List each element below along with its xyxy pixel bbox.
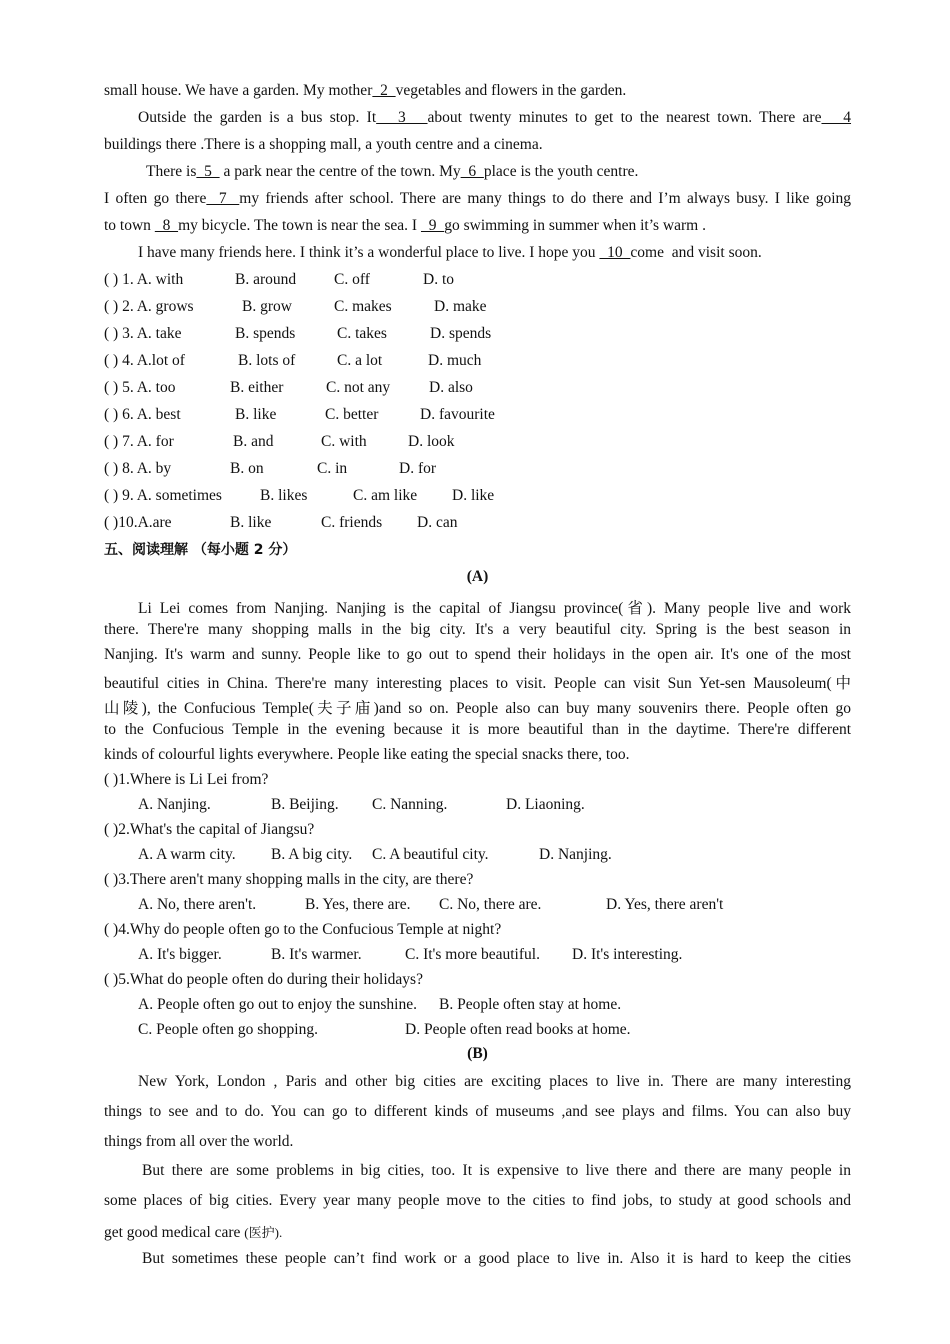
cloze-question: ( ) 8. A. by B. on C. in D. for	[104, 460, 437, 477]
reading-question: ( )5.What do people often do during their holidays?	[104, 971, 423, 988]
passage-b-line: some places of big cities. Every year many people move to the cities to find jobs, to study at good schools and	[104, 1192, 851, 1209]
reading-question: ( )2.What's the capital of Jiangsu?	[104, 821, 315, 838]
passage-b-line: things to see and to do. You can go to different kinds of museums ,and see plays and films. You can also buy	[104, 1103, 851, 1120]
passage-b-line: But sometimes these people can’t find work or a good place to live in. Also it is hard to keep the cities	[142, 1250, 851, 1267]
passage-b-line: things from all over the world.	[104, 1133, 294, 1150]
passage-b-line: get good medical care (医护).	[104, 1224, 283, 1241]
cloze-question: ( ) 5. A. too B. either C. not any D. also	[104, 379, 473, 396]
cloze-line-6: to town 8 my bicycle. The town is near the sea. I 9 go swimming in summer when it’s warm .	[104, 217, 706, 234]
reading-options: C. People often go shopping. D. People often read books at home.	[138, 1021, 631, 1038]
cloze-line-7: I have many friends here. I think it’s a wonderful place to live. I hope you 10 come and visit soon.	[138, 244, 762, 261]
passage-b-line: New York, London , Paris and other big cities are exciting places to live in. There are many interesting	[138, 1073, 851, 1090]
cloze-question: ( ) 1. A. with B. around C. off D. to	[104, 271, 454, 288]
reading-question: ( )3.There aren't many shopping malls in the city, are there?	[104, 871, 474, 888]
passage-a-line: Li Lei comes from Nanjing. Nanjing is the capital of Jiangsu province(省). Many people live and work	[138, 600, 851, 617]
cloze-line-1: small house. We have a garden. My mother 2 vegetables and flowers in the garden.	[104, 82, 627, 99]
passage-a-line: there. There're many shopping malls in the big city. It's a very beautiful city. Spring is the best season in	[104, 621, 851, 638]
reading-options: A. It's bigger. B. It's warmer. C. It's more beautiful. D. It's interesting.	[138, 946, 683, 963]
cloze-line-3: buildings there .There is a shopping mall, a youth centre and a cinema.	[104, 136, 543, 153]
passage-a-label: (A)	[466, 568, 489, 585]
passage-a-line: kinds of colourful lights everywhere. People like eating the special snacks there, too.	[104, 746, 630, 763]
reading-question: ( )1.Where is Li Lei from?	[104, 771, 269, 788]
cloze-line-4: There is 5 a park near the centre of the town. My 6 place is the youth centre.	[146, 163, 639, 180]
passage-b-line: But there are some problems in big cities, too. It is expensive to live there and there are many people in	[142, 1162, 851, 1179]
cloze-question: ( ) 3. A. take B. spends C. takes D. spends	[104, 325, 492, 342]
reading-question: ( )4.Why do people often go to the Confucious Temple at night?	[104, 921, 502, 938]
cloze-question: ( )10.A.are B. like C. friends D. can	[104, 514, 458, 531]
passage-a-line: Nanjing. It's warm and sunny. People like to go out to spend their holidays in the open air. It's one of the most	[104, 646, 851, 663]
cloze-line-2: Outside the garden is a bus stop. It 3 about twenty minutes to get to the nearest town. There are 4	[138, 109, 852, 126]
passage-a-line: to the Confucious Temple in the evening because it is more beautiful than in the daytime. There're different	[104, 721, 851, 738]
passage-a-line: beautiful cities in China. There're many interesting places to visit. People can visit Sun Yet-sen Mausoleum(中	[104, 675, 851, 692]
cloze-question: ( ) 9. A. sometimes B. likes C. am like D. like	[104, 487, 495, 504]
reading-options: A. Nanjing. B. Beijing. C. Nanning. D. Liaoning.	[138, 796, 585, 813]
reading-options: A. No, there aren't. B. Yes, there are. C. No, there are. D. Yes, there aren't	[138, 896, 724, 913]
cloze-question: ( ) 4. A.lot of B. lots of C. a lot D. much	[104, 352, 482, 369]
reading-options: A. People often go out to enjoy the sunshine. B. People often stay at home.	[138, 996, 622, 1013]
reading-options: A. A warm city. B. A big city. C. A beautiful city. D. Nanjing.	[138, 846, 612, 863]
passage-b-label: (B)	[467, 1045, 488, 1062]
cloze-line-5: I often go there 7 my friends after school. There are many things to do there and I’m always busy. I like going	[104, 190, 852, 207]
cloze-question: ( ) 6. A. best B. like C. better D. favourite	[104, 406, 495, 423]
cloze-question: ( ) 2. A. grows B. grow C. makes D. make	[104, 298, 487, 315]
passage-a-line: 山陵), the Confucious Temple(夫子庙)and so on. People also can buy many souvenirs there. People often go	[104, 700, 851, 717]
cloze-question: ( ) 7. A. for B. and C. with D. look	[104, 433, 455, 450]
section-title: 五、阅读理解 （每小题 2 分）	[104, 542, 297, 558]
